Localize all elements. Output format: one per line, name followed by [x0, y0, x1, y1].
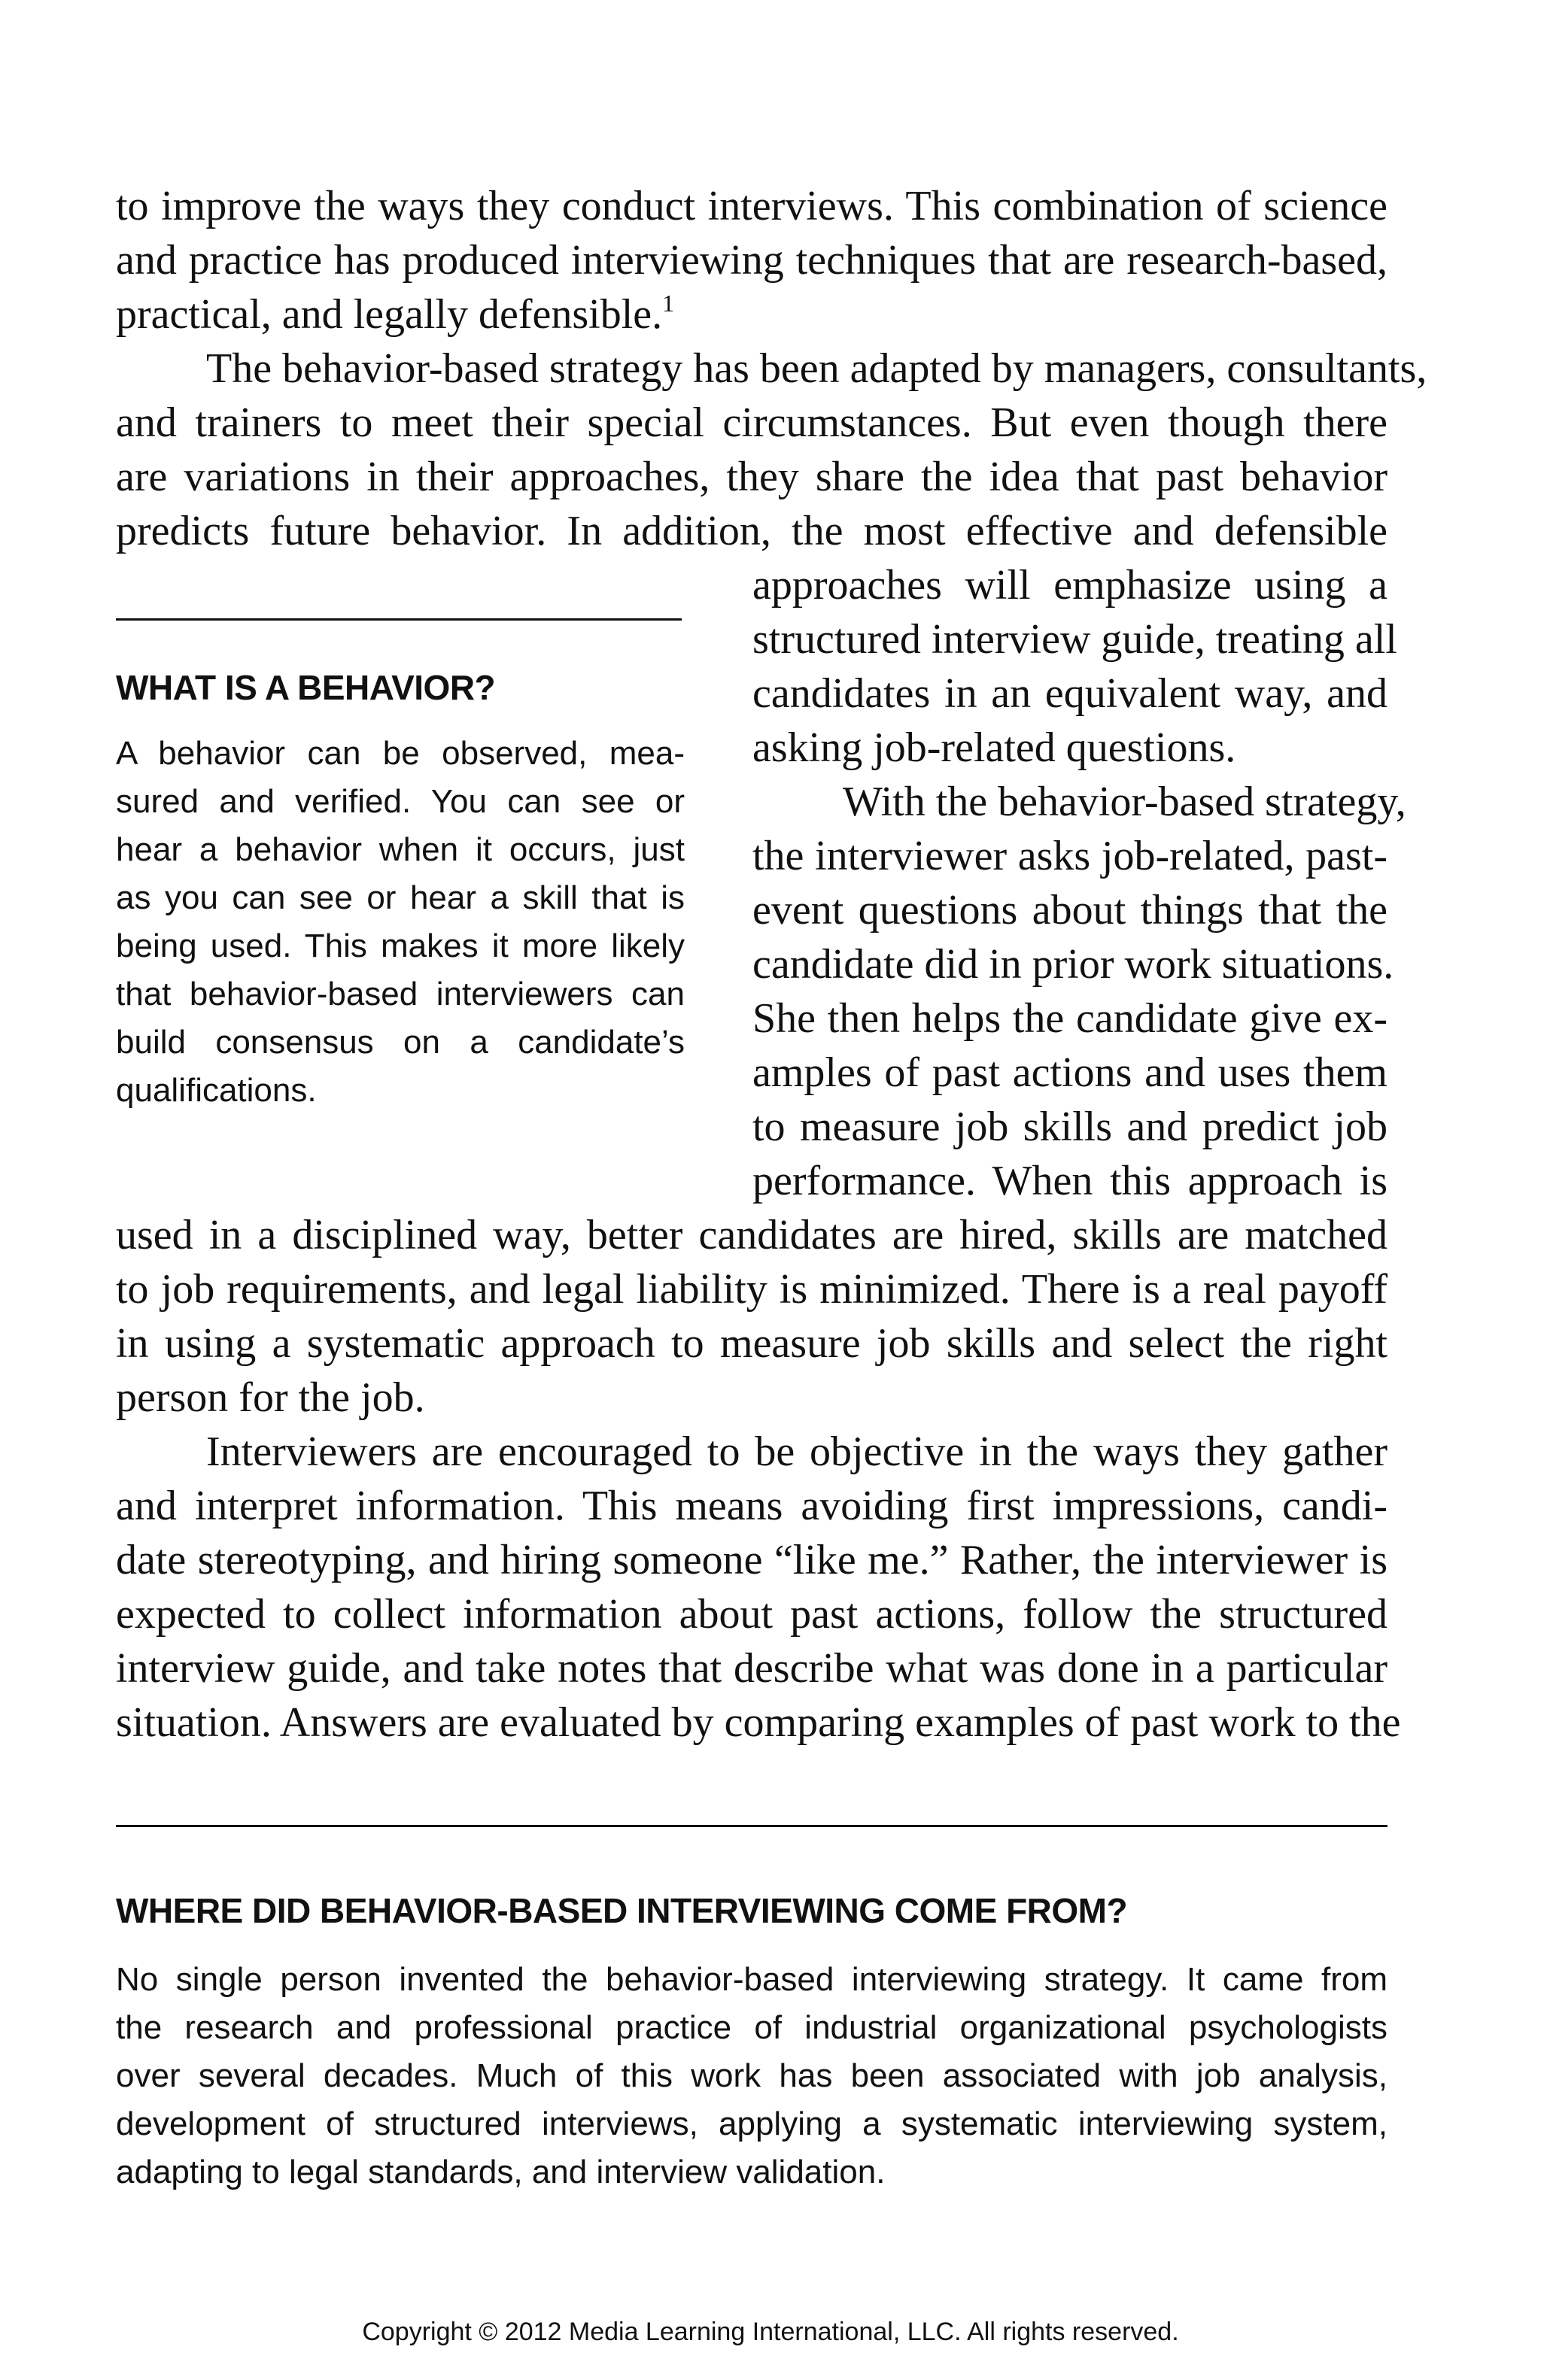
- body-line: to improve the ways they conduct interviews. This combination of science: [116, 183, 1388, 229]
- sidebar-line: that behavior-based interviewers can: [116, 976, 685, 1012]
- body-line: person for the job.: [116, 1374, 425, 1421]
- sidebar-line: hear a behavior when it occurs, just: [116, 831, 685, 868]
- body-line: amples of past actions and uses them: [752, 1049, 1388, 1096]
- body-line: and interpret information. This means avoiding first impressions, candi-: [116, 1483, 1388, 1529]
- body-line: used in a disciplined way, better candidates are hired, skills are matched: [116, 1212, 1388, 1258]
- body-line: asking job-related questions.: [752, 724, 1236, 771]
- sidebar-line: qualifications.: [116, 1072, 317, 1109]
- sidebar-line: over several decades. Much of this work has been associated with job analysis,: [116, 2057, 1388, 2094]
- body-line: situation. Answers are evaluated by comparing examples of past work to the: [116, 1699, 1401, 1746]
- body-line: structured interview guide, treating all: [752, 616, 1397, 663]
- body-line: candidates in an equivalent way, and: [752, 670, 1388, 717]
- body-line: The behavior-based strategy has been adapted by managers, consultants,: [206, 345, 1427, 392]
- body-line: are variations in their approaches, they share the idea that past behavior: [116, 454, 1388, 500]
- sidebar-line: No single person invented the behavior-based interviewing strategy. It came from: [116, 1961, 1388, 1998]
- sidebar-line: sured and verified. You can see or: [116, 783, 685, 820]
- sidebar-line: development of structured interviews, applying a systematic interviewing system,: [116, 2105, 1388, 2142]
- sidebar-line: A behavior can be observed, mea-: [116, 735, 685, 772]
- sidebar-divider: [116, 618, 682, 621]
- sidebar-heading: WHERE DID BEHAVIOR-BASED INTERVIEWING COME FROM?: [116, 1891, 1128, 1930]
- body-line: [116, 287, 1388, 342]
- body-line: and practice has produced interviewing techniques that are research-based,: [116, 237, 1388, 284]
- body-line: the interviewer asks job-related, past-: [752, 833, 1388, 879]
- body-line: Interviewers are encouraged to be objective in the ways they gather: [206, 1428, 1388, 1475]
- body-line: candidate did in prior work situations.: [752, 941, 1394, 988]
- body-line: and trainers to meet their special circumstances. But even though there: [116, 399, 1388, 446]
- body-line: to measure job skills and predict job: [752, 1103, 1388, 1150]
- sidebar-line: build consensus on a candidate’s: [116, 1024, 685, 1061]
- body-line: With the behavior-based strategy,: [843, 779, 1406, 825]
- body-line: performance. When this approach is: [752, 1158, 1388, 1204]
- body-line: event questions about things that the: [752, 887, 1388, 933]
- body-line: interview guide, and take notes that describe what was done in a particular: [116, 1645, 1388, 1692]
- body-line: expected to collect information about past actions, follow the structured: [116, 1591, 1388, 1638]
- body-line: to job requirements, and legal liability is minimized. There is a real payoff: [116, 1266, 1388, 1313]
- sidebar-heading: WHAT IS A BEHAVIOR?: [116, 668, 496, 707]
- body-line: date stereotyping, and hiring someone “like me.” Rather, the interviewer is: [116, 1537, 1388, 1583]
- body-line: She then helps the candidate give ex-: [752, 995, 1388, 1042]
- sidebar-line: being used. This makes it more likely: [116, 927, 685, 964]
- sidebar-line: as you can see or hear a skill that is: [116, 879, 685, 916]
- body-line: approaches will emphasize using a: [752, 562, 1388, 609]
- sidebar-divider: [116, 1825, 1388, 1827]
- sidebar-line: adapting to legal standards, and interview validation.: [116, 2154, 886, 2190]
- footnote-marker: 1: [662, 290, 675, 317]
- sidebar-line: the research and professional practice of industrial organizational psychologists: [116, 2009, 1388, 2046]
- copyright-notice: Copyright © 2012 Media Learning International, LLC. All rights reserved.: [362, 2318, 1179, 2346]
- body-line: in using a systematic approach to measure job skills and select the right: [116, 1320, 1388, 1367]
- body-line-text: practical, and legally defensible.: [116, 291, 663, 338]
- body-line: predicts future behavior. In addition, the most effective and defensible: [116, 508, 1388, 554]
